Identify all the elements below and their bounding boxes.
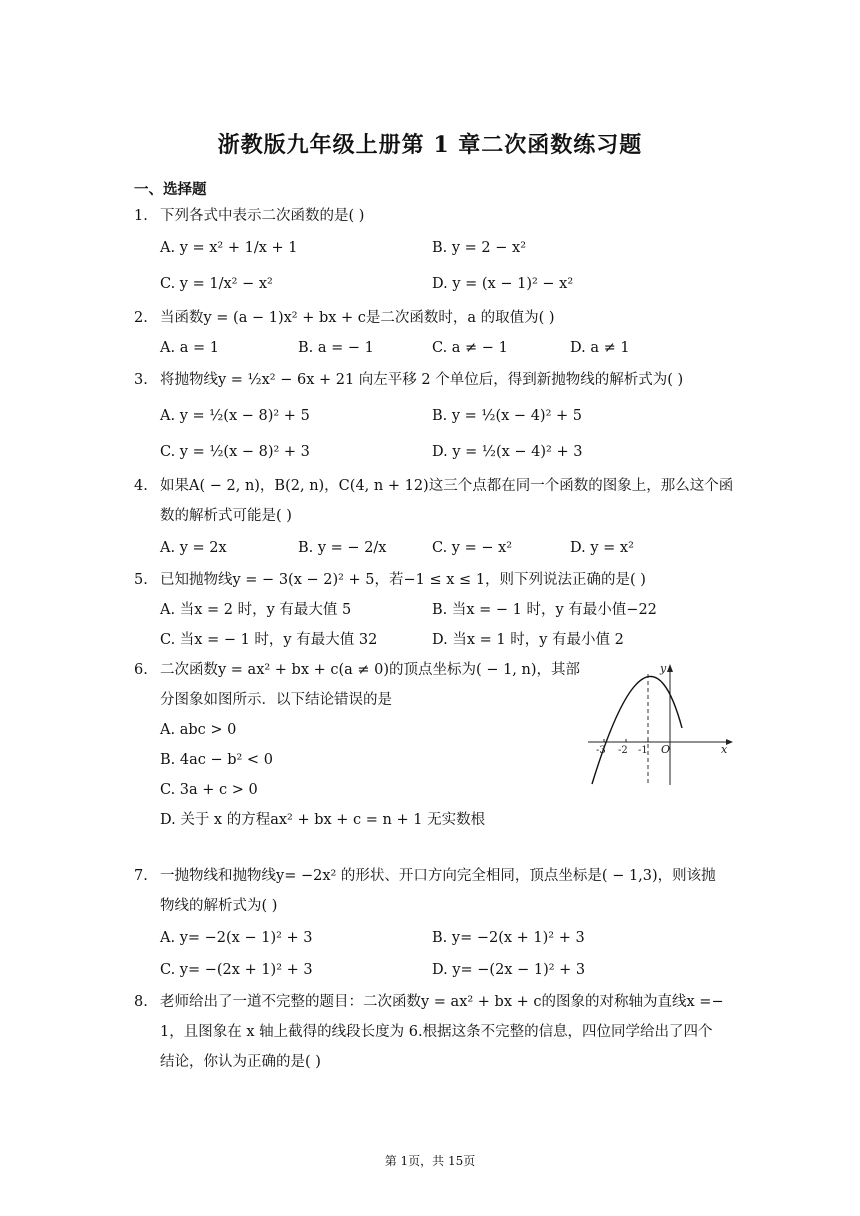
question-text: 如果A( − 2, n)，B(2, n)，C(4, n + 12)这三个点都在同一个函数的图象上，那么这个函 [160,478,734,494]
question-number: 6. [134,662,148,678]
section-heading: 一、选择题 [134,181,207,198]
x-axis-label: x [721,743,728,756]
option-b: B. y = − 2/x [298,540,387,556]
tick-label: -2 [618,745,628,756]
option-b: B. y = 2 − x² [432,240,527,256]
option-a: A. 当x = 2 时，y 有最大值 5 [160,602,352,618]
tick-label: -3 [596,745,606,756]
question-number: 5. [134,572,148,588]
option-a: A. y= −2(x − 1)² + 3 [160,930,313,946]
option-d: D. y = ½(x − 4)² + 3 [432,444,583,460]
option-a: A. y = 2x [160,540,227,556]
page-footer: 第 1页，共 15页 [384,1154,476,1168]
question-text: 分图象如图所示．以下结论错误的是 [160,692,392,708]
origin-label: O [661,743,671,756]
option-b: B. 4ac − b² < 0 [160,752,273,768]
option-c: C. y = 1/x² − x² [160,276,273,292]
option-d: D. y = x² [570,540,634,556]
y-axis-label: y [660,662,667,675]
question-number: 4. [134,478,148,494]
question-text: 老师给出了一道不完整的题目：二次函数y = ax² + bx + c的图象的对称轴为直线x =− [160,994,724,1010]
tick-label: -1 [638,745,648,756]
option-b: B. 当x = − 1 时，y 有最小值−22 [432,602,657,618]
question-text: 将抛物线y = ½x² − 6x + 21 向左平移 2 个单位后，得到新抛物线的解析式为( ) [160,372,684,388]
question-text: 物线的解析式为( ) [160,898,278,914]
option-a: A. y = ½(x − 8)² + 5 [160,408,310,424]
question-text: 当函数y = (a − 1)x² + bx + c是二次函数时，a 的取值为( ) [160,310,555,326]
question-number: 8. [134,994,148,1010]
option-c: C. y = ½(x − 8)² + 3 [160,444,310,460]
option-d: D. a ≠ 1 [570,340,630,356]
question-number: 3. [134,372,148,388]
option-c: C. y= −(2x + 1)² + 3 [160,962,313,978]
option-b: B. y = ½(x − 4)² + 5 [432,408,582,424]
option-d: D. y= −(2x − 1)² + 3 [432,962,586,978]
question-text: 一抛物线和抛物线y= −2x² 的形状、开口方向完全相同，顶点坐标是( − 1,3)，则该抛 [160,868,716,884]
question-text: 下列各式中表示二次函数的是( ) [160,208,365,224]
option-c: C. 3a + c > 0 [160,782,258,798]
question-text: 已知抛物线y = − 3(x − 2)² + 5，若−1 ≤ x ≤ 1，则下列说法正确的是( ) [160,572,646,588]
question-text: 二次函数y = ax² + bx + c(a ≠ 0)的顶点坐标为( − 1, n)，其部 [160,662,581,678]
option-c: C. a ≠ − 1 [432,340,508,356]
option-a: A. abc > 0 [160,722,237,738]
question-text: 数的解析式可能是( ) [160,508,292,524]
option-a: A. y = x² + 1/x + 1 [160,240,298,256]
option-b: B. a = − 1 [298,340,374,356]
y-axis-arrow-icon [667,664,673,672]
question-number: 7. [134,868,148,884]
option-d: D. 当x = 1 时，y 有最小值 2 [432,632,624,648]
option-c: C. 当x = − 1 时，y 有最大值 32 [160,632,378,648]
question-number: 2. [134,310,148,326]
page-title: 浙教版九年级上册第 1 章二次函数练习题 [217,132,643,158]
parabola-curve [592,676,682,784]
option-d: D. 关于 x 的方程ax² + bx + c = n + 1 无实数根 [160,812,486,828]
parabola-graph [584,660,744,788]
question-text: 结论，你认为正确的是( ) [160,1054,321,1070]
question-number: 1. [134,208,148,224]
option-b: B. y= −2(x + 1)² + 3 [432,930,585,946]
question-text: 1，且图象在 x 轴上截得的线段长度为 6.根据这条不完整的信息，四位同学给出了四个 [160,1024,713,1040]
option-d: D. y = (x − 1)² − x² [432,276,574,292]
option-c: C. y = − x² [432,540,513,556]
option-a: A. a = 1 [160,340,219,356]
